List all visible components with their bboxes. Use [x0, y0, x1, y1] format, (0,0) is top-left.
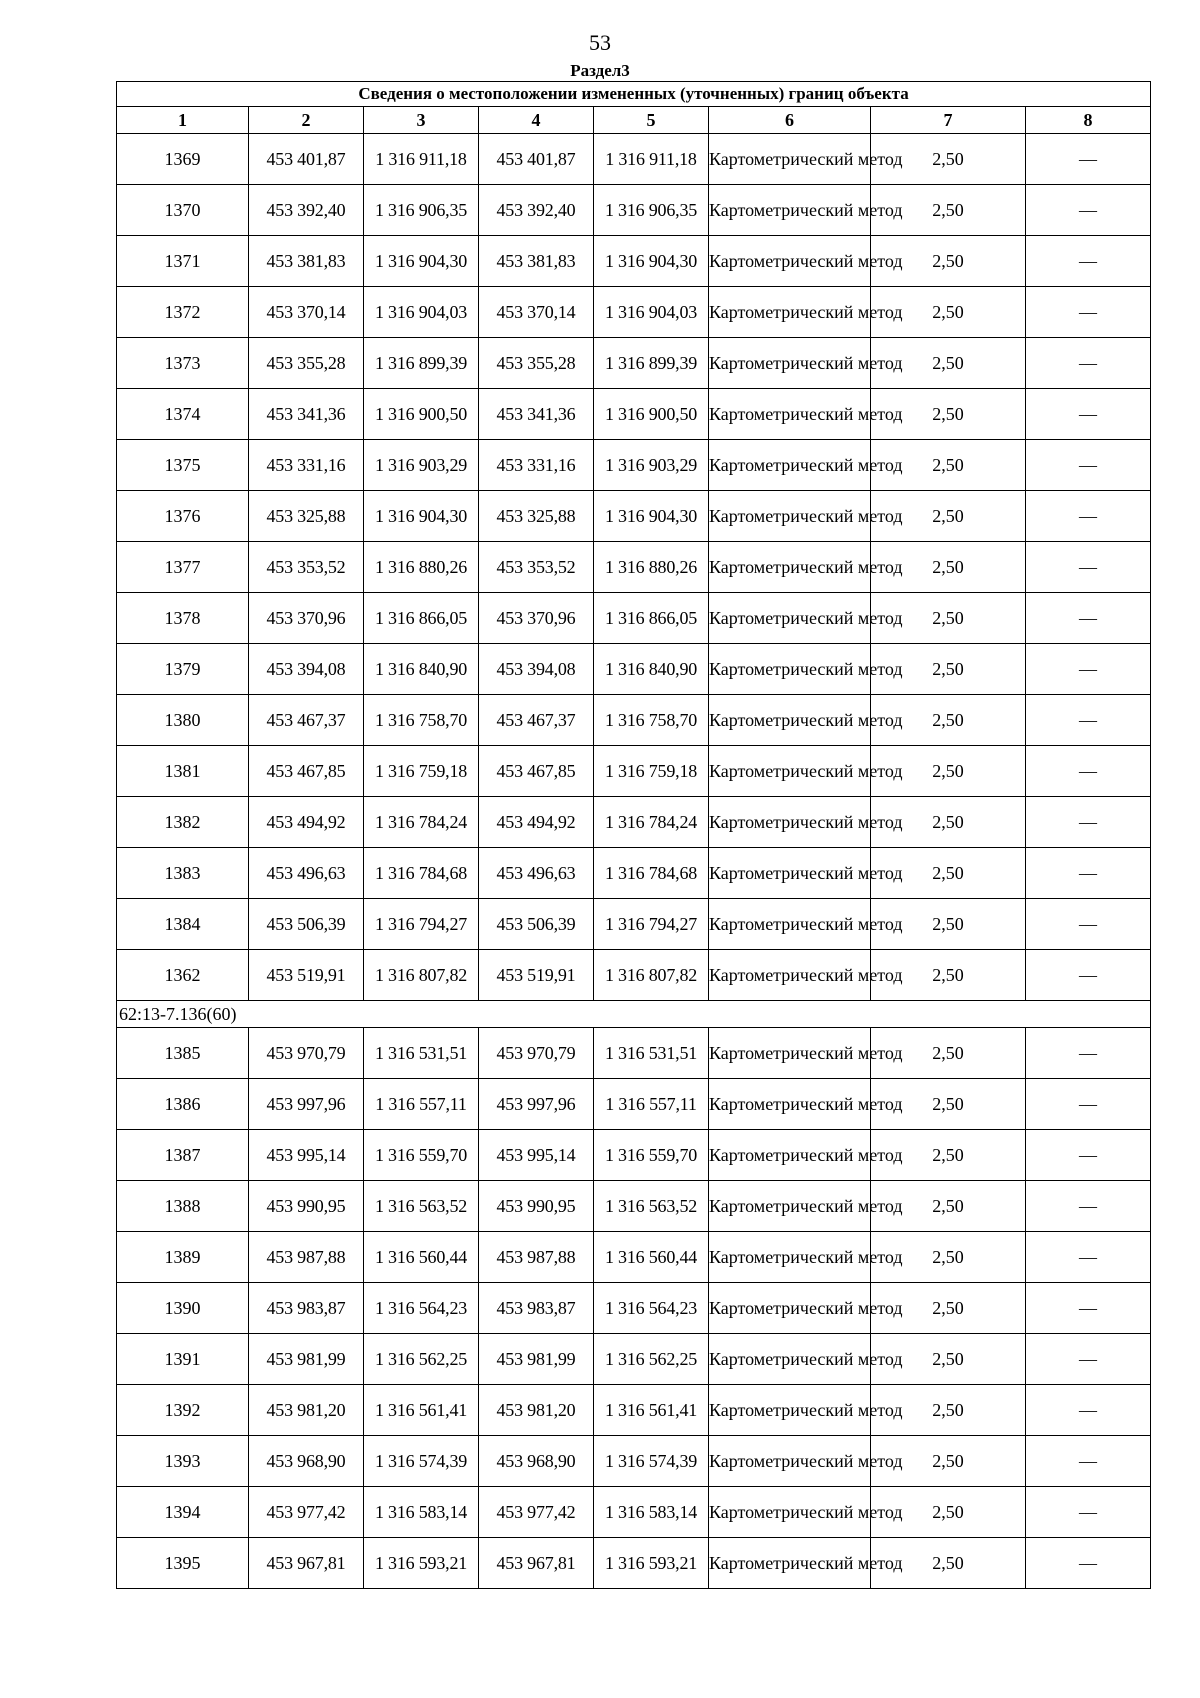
table-row [117, 746, 1151, 797]
y-old-cell: 1 316 557,11 [364, 1079, 479, 1130]
table-row [117, 338, 1151, 389]
point-number-cell: 1377 [117, 542, 249, 593]
x-old-cell: 453 331,16 [249, 440, 364, 491]
x-old-cell: 453 325,88 [249, 491, 364, 542]
point-number-cell: 1388 [117, 1181, 249, 1232]
point-number-cell: 1389 [117, 1232, 249, 1283]
description-cell: — [1026, 1232, 1151, 1283]
x-old-cell: 453 394,08 [249, 644, 364, 695]
accuracy-cell: 2,50 [871, 1436, 1026, 1487]
point-number-cell: 1390 [117, 1283, 249, 1334]
description-cell: — [1026, 1028, 1151, 1079]
y-new-cell: 1 316 903,29 [594, 440, 709, 491]
y-old-cell: 1 316 759,18 [364, 746, 479, 797]
description-cell: — [1026, 440, 1151, 491]
description-cell: — [1026, 1283, 1151, 1334]
table-row [117, 950, 1151, 1001]
description-cell: — [1026, 1487, 1151, 1538]
x-old-cell: 453 506,39 [249, 899, 364, 950]
y-new-cell: 1 316 560,44 [594, 1232, 709, 1283]
method-cell: Картометрический метод [709, 1130, 871, 1181]
accuracy-cell: 2,50 [871, 542, 1026, 593]
accuracy-cell: 2,50 [871, 440, 1026, 491]
x-old-cell: 453 355,28 [249, 338, 364, 389]
y-old-cell: 1 316 880,26 [364, 542, 479, 593]
table-row [117, 1283, 1151, 1334]
point-number-cell: 1391 [117, 1334, 249, 1385]
table-row [117, 695, 1151, 746]
method-cell: Картометрический метод [709, 185, 871, 236]
table-row [117, 1130, 1151, 1181]
x-new-cell: 453 394,08 [479, 644, 594, 695]
column-header: 6 [709, 107, 871, 134]
x-new-cell: 453 970,79 [479, 1028, 594, 1079]
accuracy-cell: 2,50 [871, 848, 1026, 899]
y-old-cell: 1 316 784,68 [364, 848, 479, 899]
y-old-cell: 1 316 574,39 [364, 1436, 479, 1487]
x-new-cell: 453 355,28 [479, 338, 594, 389]
table-row [117, 1334, 1151, 1385]
point-number-cell: 1383 [117, 848, 249, 899]
description-cell: — [1026, 695, 1151, 746]
accuracy-cell: 2,50 [871, 389, 1026, 440]
point-number-cell: 1370 [117, 185, 249, 236]
x-old-cell: 453 981,99 [249, 1334, 364, 1385]
accuracy-cell: 2,50 [871, 1181, 1026, 1232]
table-row [117, 644, 1151, 695]
y-old-cell: 1 316 899,39 [364, 338, 479, 389]
y-new-cell: 1 316 904,03 [594, 287, 709, 338]
method-cell: Картометрический метод [709, 134, 871, 185]
x-new-cell: 453 981,20 [479, 1385, 594, 1436]
x-old-cell: 453 983,87 [249, 1283, 364, 1334]
x-new-cell: 453 983,87 [479, 1283, 594, 1334]
method-cell: Картометрический метод [709, 644, 871, 695]
y-new-cell: 1 316 563,52 [594, 1181, 709, 1232]
accuracy-cell: 2,50 [871, 593, 1026, 644]
accuracy-cell: 2,50 [871, 1130, 1026, 1181]
y-new-cell: 1 316 562,25 [594, 1334, 709, 1385]
table-body [117, 134, 1151, 1589]
x-new-cell: 453 467,37 [479, 695, 594, 746]
y-new-cell: 1 316 794,27 [594, 899, 709, 950]
column-header: 4 [479, 107, 594, 134]
x-new-cell: 453 997,96 [479, 1079, 594, 1130]
table-row [117, 1232, 1151, 1283]
accuracy-cell: 2,50 [871, 338, 1026, 389]
y-new-cell: 1 316 807,82 [594, 950, 709, 1001]
x-new-cell: 453 968,90 [479, 1436, 594, 1487]
x-old-cell: 453 370,96 [249, 593, 364, 644]
description-cell: — [1026, 1538, 1151, 1589]
method-cell: Картометрический метод [709, 1283, 871, 1334]
y-new-cell: 1 316 564,23 [594, 1283, 709, 1334]
y-new-cell: 1 316 561,41 [594, 1385, 709, 1436]
description-cell: — [1026, 899, 1151, 950]
x-new-cell: 453 325,88 [479, 491, 594, 542]
x-old-cell: 453 987,88 [249, 1232, 364, 1283]
accuracy-cell: 2,50 [871, 695, 1026, 746]
point-number-cell: 1386 [117, 1079, 249, 1130]
x-new-cell: 453 392,40 [479, 185, 594, 236]
x-old-cell: 453 968,90 [249, 1436, 364, 1487]
accuracy-cell: 2,50 [871, 1487, 1026, 1538]
method-cell: Картометрический метод [709, 1028, 871, 1079]
column-header: 2 [249, 107, 364, 134]
table-caption-row [117, 82, 1151, 107]
table-row [117, 1538, 1151, 1589]
point-number-cell: 1380 [117, 695, 249, 746]
accuracy-cell: 2,50 [871, 644, 1026, 695]
method-cell: Картометрический метод [709, 1232, 871, 1283]
method-cell: Картометрический метод [709, 1334, 871, 1385]
y-old-cell: 1 316 840,90 [364, 644, 479, 695]
description-cell: — [1026, 746, 1151, 797]
point-number-cell: 1379 [117, 644, 249, 695]
x-old-cell: 453 401,87 [249, 134, 364, 185]
point-number-cell: 1362 [117, 950, 249, 1001]
accuracy-cell: 2,50 [871, 899, 1026, 950]
accuracy-cell: 2,50 [871, 185, 1026, 236]
description-cell: — [1026, 593, 1151, 644]
x-old-cell: 453 381,83 [249, 236, 364, 287]
y-old-cell: 1 316 564,23 [364, 1283, 479, 1334]
description-cell: — [1026, 797, 1151, 848]
point-number-cell: 1374 [117, 389, 249, 440]
x-new-cell: 453 370,96 [479, 593, 594, 644]
method-cell: Картометрический метод [709, 899, 871, 950]
description-cell: — [1026, 1130, 1151, 1181]
coordinates-table [116, 81, 1151, 1589]
point-number-cell: 1371 [117, 236, 249, 287]
method-cell: Картометрический метод [709, 491, 871, 542]
y-new-cell: 1 316 557,11 [594, 1079, 709, 1130]
y-old-cell: 1 316 561,41 [364, 1385, 479, 1436]
point-number-cell: 1372 [117, 287, 249, 338]
x-old-cell: 453 370,14 [249, 287, 364, 338]
y-old-cell: 1 316 911,18 [364, 134, 479, 185]
description-cell: — [1026, 1181, 1151, 1232]
x-new-cell: 453 494,92 [479, 797, 594, 848]
column-header: 7 [871, 107, 1026, 134]
x-new-cell: 453 990,95 [479, 1181, 594, 1232]
method-cell: Картометрический метод [709, 848, 871, 899]
description-cell: — [1026, 236, 1151, 287]
accuracy-cell: 2,50 [871, 1385, 1026, 1436]
table-row [117, 1079, 1151, 1130]
method-cell: Картометрический метод [709, 1538, 871, 1589]
x-old-cell: 453 341,36 [249, 389, 364, 440]
point-number-cell: 1394 [117, 1487, 249, 1538]
description-cell: — [1026, 950, 1151, 1001]
x-old-cell: 453 997,96 [249, 1079, 364, 1130]
point-number-cell: 1382 [117, 797, 249, 848]
description-cell: — [1026, 287, 1151, 338]
table-row [117, 1181, 1151, 1232]
table-row [117, 440, 1151, 491]
description-cell: — [1026, 1436, 1151, 1487]
x-old-cell: 453 519,91 [249, 950, 364, 1001]
method-cell: Картометрический метод [709, 1385, 871, 1436]
x-old-cell: 453 970,79 [249, 1028, 364, 1079]
x-new-cell: 453 381,83 [479, 236, 594, 287]
method-cell: Картометрический метод [709, 695, 871, 746]
table-row [117, 1028, 1151, 1079]
x-new-cell: 453 341,36 [479, 389, 594, 440]
y-old-cell: 1 316 583,14 [364, 1487, 479, 1538]
accuracy-cell: 2,50 [871, 287, 1026, 338]
y-old-cell: 1 316 904,03 [364, 287, 479, 338]
x-new-cell: 453 987,88 [479, 1232, 594, 1283]
y-new-cell: 1 316 866,05 [594, 593, 709, 644]
table-row [117, 542, 1151, 593]
point-number-cell: 1384 [117, 899, 249, 950]
y-old-cell: 1 316 531,51 [364, 1028, 479, 1079]
point-number-cell: 1395 [117, 1538, 249, 1589]
point-number-cell: 1387 [117, 1130, 249, 1181]
table-row [117, 899, 1151, 950]
y-old-cell: 1 316 807,82 [364, 950, 479, 1001]
column-header: 8 [1026, 107, 1151, 134]
table-row [117, 287, 1151, 338]
description-cell: — [1026, 1079, 1151, 1130]
table-row [117, 797, 1151, 848]
point-number-cell: 1392 [117, 1385, 249, 1436]
group-label: 62:13-7.136(60) [117, 1001, 1151, 1028]
x-old-cell: 453 496,63 [249, 848, 364, 899]
table-row [117, 491, 1151, 542]
y-new-cell: 1 316 906,35 [594, 185, 709, 236]
y-new-cell: 1 316 911,18 [594, 134, 709, 185]
description-cell: — [1026, 389, 1151, 440]
table-row [117, 185, 1151, 236]
y-old-cell: 1 316 904,30 [364, 236, 479, 287]
method-cell: Картометрический метод [709, 797, 871, 848]
x-new-cell: 453 967,81 [479, 1538, 594, 1589]
x-old-cell: 453 981,20 [249, 1385, 364, 1436]
description-cell: — [1026, 338, 1151, 389]
table-row [117, 134, 1151, 185]
x-old-cell: 453 467,37 [249, 695, 364, 746]
accuracy-cell: 2,50 [871, 236, 1026, 287]
description-cell: — [1026, 1334, 1151, 1385]
table-row [117, 1385, 1151, 1436]
table-row [117, 1487, 1151, 1538]
y-new-cell: 1 316 904,30 [594, 491, 709, 542]
y-new-cell: 1 316 784,68 [594, 848, 709, 899]
y-new-cell: 1 316 904,30 [594, 236, 709, 287]
method-cell: Картометрический метод [709, 1487, 871, 1538]
y-old-cell: 1 316 900,50 [364, 389, 479, 440]
accuracy-cell: 2,50 [871, 1538, 1026, 1589]
point-number-cell: 1385 [117, 1028, 249, 1079]
y-old-cell: 1 316 784,24 [364, 797, 479, 848]
y-old-cell: 1 316 562,25 [364, 1334, 479, 1385]
method-cell: Картометрический метод [709, 1181, 871, 1232]
x-old-cell: 453 494,92 [249, 797, 364, 848]
x-old-cell: 453 990,95 [249, 1181, 364, 1232]
accuracy-cell: 2,50 [871, 950, 1026, 1001]
y-new-cell: 1 316 899,39 [594, 338, 709, 389]
y-old-cell: 1 316 560,44 [364, 1232, 479, 1283]
method-cell: Картометрический метод [709, 389, 871, 440]
table-row [117, 236, 1151, 287]
method-cell: Картометрический метод [709, 287, 871, 338]
x-old-cell: 453 392,40 [249, 185, 364, 236]
x-old-cell: 453 977,42 [249, 1487, 364, 1538]
y-old-cell: 1 316 903,29 [364, 440, 479, 491]
table-row [117, 389, 1151, 440]
x-old-cell: 453 353,52 [249, 542, 364, 593]
x-new-cell: 453 981,99 [479, 1334, 594, 1385]
point-number-cell: 1376 [117, 491, 249, 542]
description-cell: — [1026, 542, 1151, 593]
x-new-cell: 453 506,39 [479, 899, 594, 950]
x-new-cell: 453 331,16 [479, 440, 594, 491]
y-new-cell: 1 316 583,14 [594, 1487, 709, 1538]
method-cell: Картометрический метод [709, 1436, 871, 1487]
section-title: Раздел3 [570, 61, 630, 80]
point-number-cell: 1378 [117, 593, 249, 644]
y-new-cell: 1 316 559,70 [594, 1130, 709, 1181]
x-new-cell: 453 370,14 [479, 287, 594, 338]
y-old-cell: 1 316 559,70 [364, 1130, 479, 1181]
x-new-cell: 453 353,52 [479, 542, 594, 593]
column-header: 3 [364, 107, 479, 134]
method-cell: Картометрический метод [709, 338, 871, 389]
accuracy-cell: 2,50 [871, 1283, 1026, 1334]
table-row [117, 1436, 1151, 1487]
y-new-cell: 1 316 840,90 [594, 644, 709, 695]
y-new-cell: 1 316 531,51 [594, 1028, 709, 1079]
point-number-cell: 1369 [117, 134, 249, 185]
point-number-cell: 1375 [117, 440, 249, 491]
column-header: 1 [117, 107, 249, 134]
table-caption: Сведения о местоположении измененных (уточненных) границ объекта [117, 82, 1151, 107]
description-cell: — [1026, 848, 1151, 899]
description-cell: — [1026, 644, 1151, 695]
point-number-cell: 1393 [117, 1436, 249, 1487]
accuracy-cell: 2,50 [871, 797, 1026, 848]
x-new-cell: 453 401,87 [479, 134, 594, 185]
x-new-cell: 453 467,85 [479, 746, 594, 797]
point-number-cell: 1373 [117, 338, 249, 389]
x-old-cell: 453 467,85 [249, 746, 364, 797]
y-old-cell: 1 316 866,05 [364, 593, 479, 644]
method-cell: Картометрический метод [709, 542, 871, 593]
page-number: 53 [589, 30, 611, 55]
y-new-cell: 1 316 593,21 [594, 1538, 709, 1589]
x-new-cell: 453 995,14 [479, 1130, 594, 1181]
y-new-cell: 1 316 758,70 [594, 695, 709, 746]
x-new-cell: 453 496,63 [479, 848, 594, 899]
y-old-cell: 1 316 794,27 [364, 899, 479, 950]
table-header-row [117, 107, 1151, 134]
x-new-cell: 453 519,91 [479, 950, 594, 1001]
y-new-cell: 1 316 784,24 [594, 797, 709, 848]
method-cell: Картометрический метод [709, 1079, 871, 1130]
y-old-cell: 1 316 563,52 [364, 1181, 479, 1232]
accuracy-cell: 2,50 [871, 1232, 1026, 1283]
y-old-cell: 1 316 758,70 [364, 695, 479, 746]
y-old-cell: 1 316 904,30 [364, 491, 479, 542]
description-cell: — [1026, 134, 1151, 185]
description-cell: — [1026, 491, 1151, 542]
accuracy-cell: 2,50 [871, 1079, 1026, 1130]
method-cell: Картометрический метод [709, 746, 871, 797]
accuracy-cell: 2,50 [871, 491, 1026, 542]
method-cell: Картометрический метод [709, 440, 871, 491]
x-old-cell: 453 967,81 [249, 1538, 364, 1589]
accuracy-cell: 2,50 [871, 746, 1026, 797]
description-cell: — [1026, 1385, 1151, 1436]
x-old-cell: 453 995,14 [249, 1130, 364, 1181]
group-row [117, 1001, 1151, 1028]
description-cell: — [1026, 185, 1151, 236]
x-new-cell: 453 977,42 [479, 1487, 594, 1538]
y-old-cell: 1 316 906,35 [364, 185, 479, 236]
method-cell: Картометрический метод [709, 593, 871, 644]
point-number-cell: 1381 [117, 746, 249, 797]
accuracy-cell: 2,50 [871, 134, 1026, 185]
y-old-cell: 1 316 593,21 [364, 1538, 479, 1589]
method-cell: Картометрический метод [709, 236, 871, 287]
y-new-cell: 1 316 900,50 [594, 389, 709, 440]
table-row [117, 593, 1151, 644]
accuracy-cell: 2,50 [871, 1334, 1026, 1385]
method-cell: Картометрический метод [709, 950, 871, 1001]
y-new-cell: 1 316 759,18 [594, 746, 709, 797]
y-new-cell: 1 316 574,39 [594, 1436, 709, 1487]
column-header: 5 [594, 107, 709, 134]
y-new-cell: 1 316 880,26 [594, 542, 709, 593]
table-row [117, 848, 1151, 899]
accuracy-cell: 2,50 [871, 1028, 1026, 1079]
